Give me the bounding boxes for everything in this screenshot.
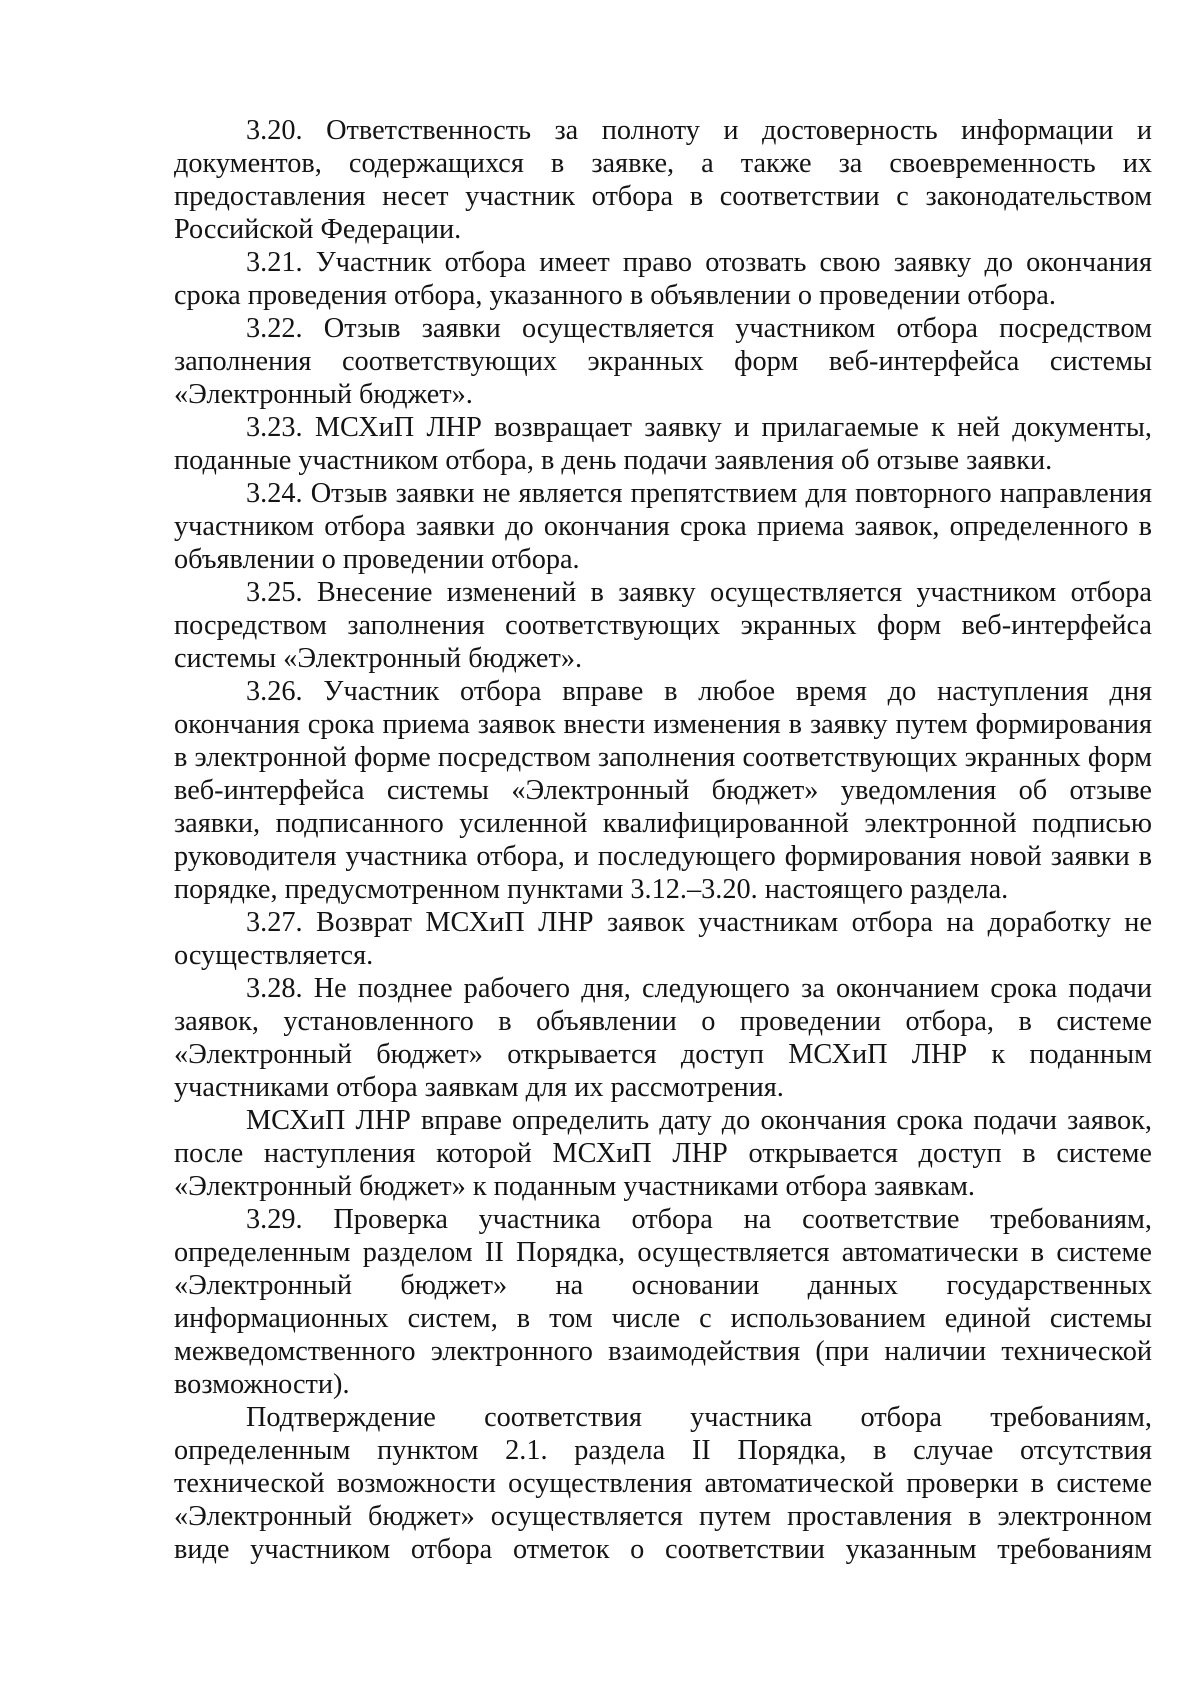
paragraph-3-29-continued: Подтверждение соответствия участника отбора требованиям, определенным пунктом 2.1. раздела II Порядка, в случае отсутствия технической возможности осуществления автоматической проверки в системе «Электронный бюджет» осуществляется путем проставления в электронном виде участником отбора отметок о соответствии указанным требованиям [174,1402,1152,1565]
paragraph-3-21: 3.21. Участник отбора имеет право отозвать свою заявку до окончания срока проведения отбора, указанного в объявлении о проведении отбора. [174,247,1152,311]
paragraph-3-22: 3.22. Отзыв заявки осуществляется участником отбора посредством заполнения соответствующих экранных форм веб-интерфейса системы «Электронный бюджет». [174,313,1152,410]
paragraph-3-25: 3.25. Внесение изменений в заявку осуществляется участником отбора посредством заполнения соответствующих экранных форм веб-интерфейса системы «Электронный бюджет». [174,577,1152,674]
paragraph-3-24: 3.24. Отзыв заявки не является препятствием для повторного направления участником отбора заявки до окончания срока приема заявок, определенного в объявлении о проведении отбора. [174,478,1152,575]
document-body [174,114,1152,1566]
paragraph-3-29: 3.29. Проверка участника отбора на соответствие требованиям, определенным разделом II Порядка, осуществляется автоматически в системе «Электронный бюджет» на основании данных государственных информационных систем, в том числе с использованием единой системы межведомственного электронного взаимодействия (при наличии технической возможности). [174,1204,1152,1400]
paragraph-3-23: 3.23. МСХиП ЛНР возвращает заявку и прилагаемые к ней документы, поданные участником отбора, в день подачи заявления об отзыве заявки. [174,412,1152,476]
paragraph-3-27: 3.27. Возврат МСХиП ЛНР заявок участникам отбора на доработку не осуществляется. [174,907,1152,971]
paragraph-3-28: 3.28. Не позднее рабочего дня, следующего за окончанием срока подачи заявок, установленного в объявлении о проведении отбора, в системе «Электронный бюджет» открывается доступ МСХиП ЛНР к поданным участниками отбора заявкам для их рассмотрения. [174,973,1152,1103]
paragraph-3-28-continued: МСХиП ЛНР вправе определить дату до окончания срока подачи заявок, после наступления которой МСХиП ЛНР открывается доступ в системе «Электронный бюджет» к поданным участниками отбора заявкам. [174,1105,1152,1202]
paragraph-3-20: 3.20. Ответственность за полноту и достоверность информации и документов, содержащихся в заявке, а также за своевременность их предоставления несет участник отбора в соответствии с законодательством Российской Федерации. [174,115,1152,245]
paragraph-3-26: 3.26. Участник отбора вправе в любое время до наступления дня окончания срока приема заявок внести изменения в заявку путем формирования в электронной форме посредством заполнения соответствующих экранных форм веб-интерфейса системы «Электронный бюджет» уведомления об отзыве заявки, подписанного усиленной квалифицированной электронной подписью руководителя участника отбора, и последующего формирования новой заявки в порядке, предусмотренном пунктами 3.12.–3.20. настоящего раздела. [174,676,1152,905]
